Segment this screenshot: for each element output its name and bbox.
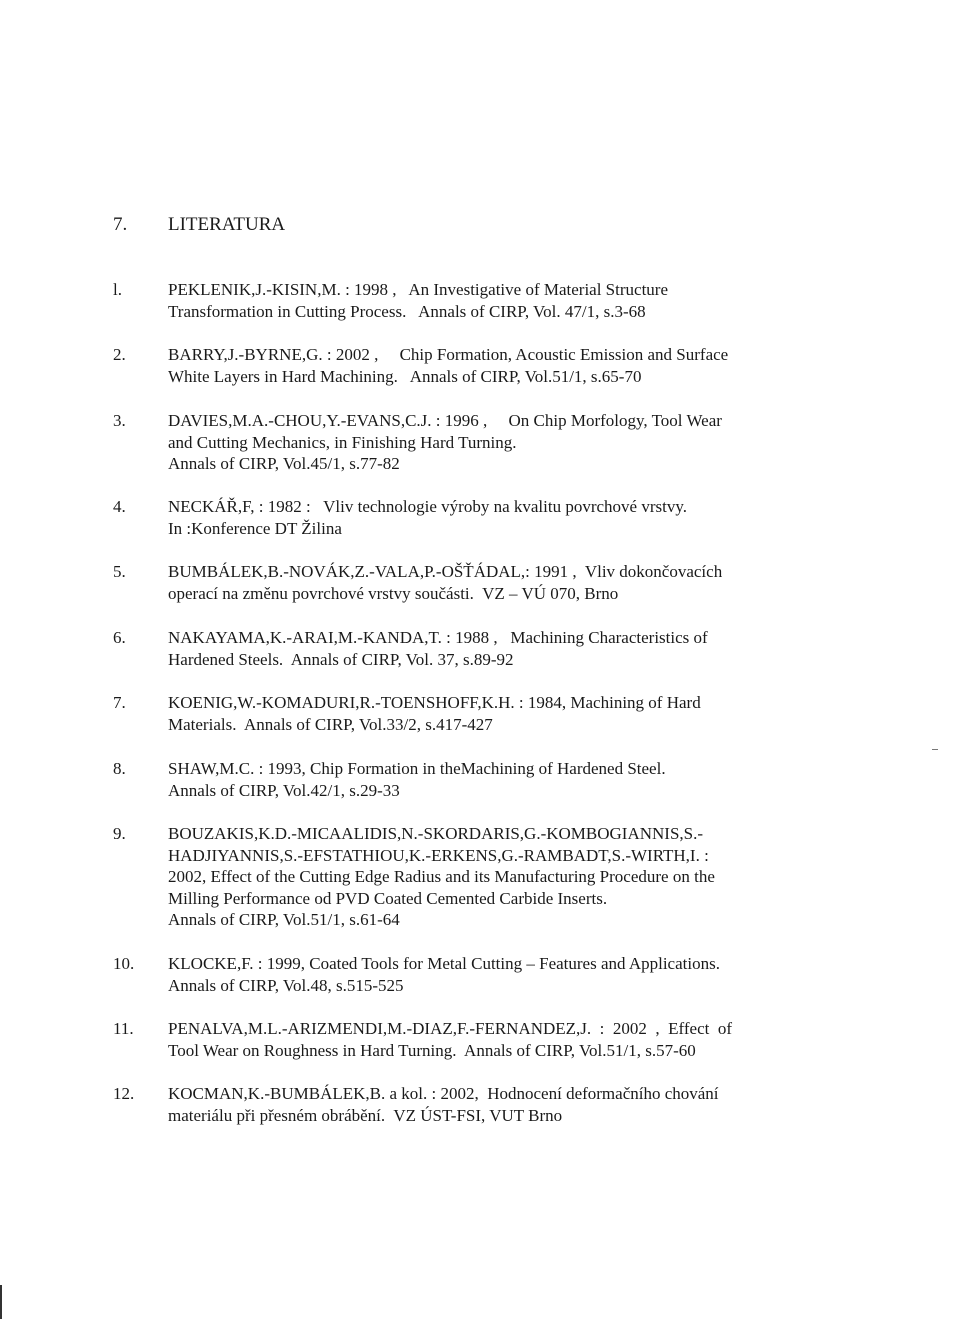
reference-line: NECKÁŘ,F, : 1982 : Vliv technologie výroby na kvalitu povrchové vrstvy. bbox=[168, 497, 687, 516]
reference-line: BUMBÁLEK,B.-NOVÁK,Z.-VALA,P.-OŠŤÁDAL,: 1991 , Vliv dokončovacích bbox=[168, 562, 723, 581]
reference-number: 7. bbox=[113, 693, 126, 712]
reference-line: PENALVA,M.L.-ARIZMENDI,M.-DIAZ,F.-FERNANDEZ,J. : 2002 , Effect of bbox=[168, 1019, 733, 1038]
reference-line: KOCMAN,K.-BUMBÁLEK,B. a kol. : 2002, Hodnocení deformačního chování bbox=[168, 1084, 719, 1103]
section-heading bbox=[113, 212, 285, 238]
reference-line: Annals of CIRP, Vol.45/1, s.77-82 bbox=[168, 454, 400, 473]
reference-number: 3. bbox=[113, 411, 126, 430]
reference-line: Hardened Steels. Annals of CIRP, Vol. 37, s.89-92 bbox=[168, 649, 514, 669]
reference-line: Milling Performance od PVD Coated Cemented Carbide Inserts. bbox=[168, 888, 608, 908]
reference-number: 8. bbox=[113, 759, 126, 778]
reference-line: PEKLENIK,J.-KISIN,M. : 1998 , An Investigative of Material Structure bbox=[168, 280, 668, 299]
reference-line: NAKAYAMA,K.-ARAI,M.-KANDA,T. : 1988 , Machining Characteristics of bbox=[168, 628, 708, 647]
reference-line: 2002, Effect of the Cutting Edge Radius and its Manufacturing Procedure on the bbox=[168, 867, 715, 886]
reference-number: 4. bbox=[113, 497, 126, 516]
reference-number: 6. bbox=[113, 628, 126, 647]
reference-number: 12. bbox=[113, 1084, 135, 1103]
reference-line: KOENIG,W.-KOMADURI,R.-TOENSHOFF,K.H. : 1984, Machining of Hard bbox=[168, 693, 701, 712]
reference-line: materiálu při přesném obrábění. VZ ÚST-FSI, VUT Brno bbox=[168, 1105, 563, 1125]
reference-line: Tool Wear on Roughness in Hard Turning. Annals of CIRP, Vol.51/1, s.57-60 bbox=[168, 1040, 696, 1060]
reference-line: Annals of CIRP, Vol.42/1, s.29-33 bbox=[168, 780, 400, 800]
reference-line: KLOCKE,F. : 1999, Coated Tools for Metal Cutting – Features and Applications. bbox=[168, 954, 720, 973]
reference-line: and Cutting Mechanics, in Finishing Hard Turning. bbox=[168, 432, 517, 452]
reference-number: l. bbox=[113, 280, 122, 299]
scan-speck bbox=[932, 749, 938, 750]
reference-number: 2. bbox=[113, 345, 126, 364]
reference-number: 10. bbox=[113, 954, 135, 973]
reference-line: operací na změnu povrchové vrstvy součásti. VZ – VÚ 070, Brno bbox=[168, 583, 619, 603]
section-title: LITERATURA bbox=[168, 214, 286, 235]
reference-line: BARRY,J.-BYRNE,G. : 2002 , Chip Formation, Acoustic Emission and Surface bbox=[168, 345, 729, 364]
reference-number: 9. bbox=[113, 824, 126, 843]
reference-line: HADJIYANNIS,S.-EFSTATHIOU,K.-ERKENS,G.-RAMBADT,S.-WIRTH,I. : bbox=[168, 845, 709, 865]
reference-line: In :Konference DT Žilina bbox=[168, 518, 342, 538]
reference-line: Annals of CIRP, Vol.51/1, s.61-64 bbox=[168, 910, 400, 929]
reference-line: BOUZAKIS,K.D.-MICAALIDIS,N.-SKORDARIS,G.-KOMBOGIANNIS,S.- bbox=[168, 824, 704, 843]
reference-line: Materials. Annals of CIRP, Vol.33/2, s.417-427 bbox=[168, 714, 493, 734]
reference-line: SHAW,M.C. : 1993, Chip Formation in theMachining of Hardened Steel. bbox=[168, 759, 666, 778]
reference-line: Annals of CIRP, Vol.48, s.515-525 bbox=[168, 975, 404, 995]
reference-line: White Layers in Hard Machining. Annals of CIRP, Vol.51/1, s.65-70 bbox=[168, 366, 642, 386]
reference-number: 5. bbox=[113, 562, 126, 581]
reference-line: Transformation in Cutting Process. Annals of CIRP, Vol. 47/1, s.3-68 bbox=[168, 301, 646, 321]
scan-edge-mark bbox=[0, 1285, 2, 1319]
section-number: 7. bbox=[113, 214, 128, 235]
reference-number: 11. bbox=[113, 1019, 134, 1038]
reference-line: DAVIES,M.A.-CHOU,Y.-EVANS,C.J. : 1996 , On Chip Morfology, Tool Wear bbox=[168, 411, 722, 430]
